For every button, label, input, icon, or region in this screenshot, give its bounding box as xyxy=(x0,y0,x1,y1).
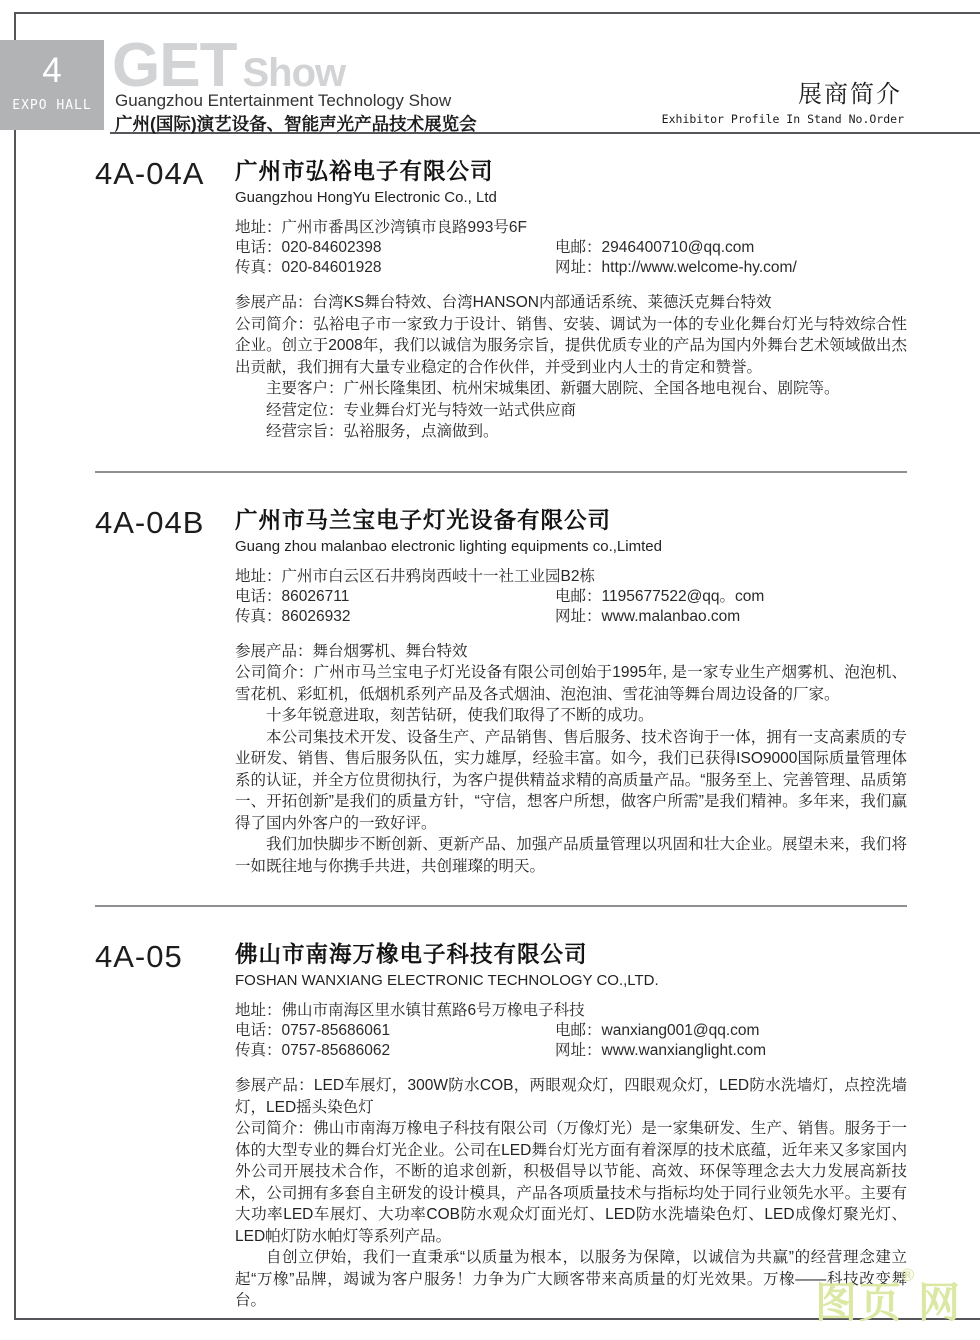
contact-fax: 传真：0757-85686062 xyxy=(235,1042,391,1059)
logo-get-text: GET xyxy=(112,31,237,100)
company-name-en: Guangzhou HongYu Electronic Co., Ltd xyxy=(235,189,497,206)
paragraph-list xyxy=(235,1118,907,1312)
company-paragraph: 经营宗旨：弘裕服务，点滴做到。 xyxy=(266,423,499,440)
contact-address: 佛山市南海区里水镇甘蕉路6号万橡电子科技 xyxy=(281,1002,585,1019)
contact-website: 网址：www.malanbao.com xyxy=(555,607,741,625)
hall-number: 4 xyxy=(42,51,62,90)
company-paragraph: 经营定位：专业舞台灯光与特效一站式供应商 xyxy=(266,401,577,419)
company-paragraph: 十多年锐意进取，刻苦钻研，使我们取得了不断的成功。 xyxy=(266,707,654,724)
section-title: 展商简介 xyxy=(798,81,902,108)
email-label: 电邮： xyxy=(555,1022,602,1039)
products-line: 参展产品：舞台烟雾机、舞台特效 xyxy=(235,642,468,660)
contact-block xyxy=(235,567,907,627)
hall-label: EXPO HALL xyxy=(12,98,92,113)
exhibitor-entry xyxy=(95,471,907,906)
contact-email: 电邮：2946400710@qq.com xyxy=(555,239,755,256)
contact-phone: 电话：0757-85686061 xyxy=(235,1022,391,1039)
contact-fax-row xyxy=(235,258,907,278)
contact-phone-row xyxy=(235,1021,907,1041)
company-paragraph: 主要客户：广州长隆集团、杭州宋城集团、新疆大剧院、全国各地电视台、剧院等。 xyxy=(266,380,840,397)
exhibitor-entry xyxy=(95,905,907,1340)
contact-website: 网址：http://www.welcome-hy.com/ xyxy=(555,259,797,276)
contact-phone: 电话：020-84602398 xyxy=(235,239,382,256)
company-paragraph: 公司简介：弘裕电子市一家致力于设计、销售、安装、调试为一体的专业化舞台灯光与特效综合性企业。创立于2008年，我们以诚信为服务宗旨，提供优质专业的产品为国内外舞台艺术领域做出杰出贡献，我们拥有大量专业稳定的合作伙伴，并受到业内人士的肯定和赞誉。 xyxy=(235,315,907,376)
section-subtitle: Exhibitor Profile In Stand No.Order xyxy=(661,112,904,126)
show-name-cn: 广州(国际)演艺设备、智能声光产品技术展览会 xyxy=(115,114,477,134)
products-line: 参展产品：LED车展灯，300W防水COB，两眼观众灯，四眼观众灯，LED防水洗墙灯，点控洗墙灯，LED摇头染色灯 xyxy=(235,1077,907,1116)
company-paragraph: 自创立伊始，我们一直秉承“以质量为根本，以服务为保障，以诚信为共赢”的经营理念建立起“万橡”品牌，竭诚为客户服务！力争为广大顾客带来高质量的灯光效果。万橡——科技改变舞台。 xyxy=(235,1249,907,1309)
email-label: 电邮： xyxy=(555,587,602,605)
contact-fax: 传真：86026932 xyxy=(235,607,351,625)
exhibitor-body xyxy=(235,503,907,878)
watermark-logo xyxy=(814,1264,962,1326)
fax-label: 传真： xyxy=(235,259,282,276)
exhibitor-entry xyxy=(95,140,907,471)
exhibitor-body xyxy=(235,937,907,1312)
fax-label: 传真： xyxy=(235,1042,282,1059)
contact-address: 广州市番禺区沙湾镇市良路993号6F xyxy=(281,219,527,236)
website-label: 网址： xyxy=(555,1042,602,1059)
address-label: 地址： xyxy=(235,219,282,236)
phone-label: 电话： xyxy=(235,239,282,256)
address-label: 地址： xyxy=(235,1002,282,1019)
company-paragraph: 公司简介：佛山市南海万橡电子科技有限公司（万像灯光）是一家集研发、生产、销售。服务于一体的大型专业的舞台灯光企业。公司在LED舞台灯光方面有着深厚的技术底蕴，近年来又多家国内外公司开展技术合作，不断的追求创新，积极倡导以节能、高效、环保等理念去大力发展高新技术，公司拥有多套自主研发的设计模具，产品各项质量技术与指标均处于同行业领先水平。主要有大功率LED车展灯、大功率COB防水观众灯面光灯、LED防水洗墙染色灯、LED成像灯聚光灯、LED帕灯防水帕灯等系列产品。 xyxy=(235,1120,907,1245)
logo-show-text: Show xyxy=(242,51,346,95)
company-paragraph: 本公司集技术开发、设备生产、产品销售、售后服务、技术咨询于一体，拥有一支高素质的专业研发、销售、售后服务队伍，实力雄厚，经验丰富。如今，我们已获得ISO9000国际质量管理体系的认证，并全方位贯彻执行，为客户提供精益求精的高质量产品。“服务至上、完善管理、品质第一、开拓创新”是我们的质量方针，“守信，想客户所想，做客户所需”是我们精神。多年来，我们赢得了国内外客户的一致好评。 xyxy=(235,728,907,832)
products-line: 参展产品：台湾KS舞台特效、台湾HANSON内部通话系统、莱德沃克舞台特效 xyxy=(235,294,772,311)
exhibitor-body xyxy=(235,154,907,443)
company-name-en: FOSHAN WANXIANG ELECTRONIC TECHNOLOGY CO.,LTD. xyxy=(235,972,659,989)
contact-address-row xyxy=(235,218,907,238)
stand-number: 4A-04A xyxy=(95,156,205,191)
contact-email: 电邮：wanxiang001@qq.com xyxy=(555,1022,760,1039)
company-name-cn: 佛山市南海万橡电子科技有限公司 xyxy=(235,942,588,967)
contact-address-row xyxy=(235,1001,907,1021)
website-label: 网址： xyxy=(555,607,602,625)
watermark-text-right: 网 xyxy=(917,1279,962,1326)
contact-website: 网址：www.wanxianglight.com xyxy=(555,1042,767,1059)
company-paragraph: 公司简介：广州市马兰宝电子灯光设备有限公司创始于1995年, 是一家专业生产烟雾机、泡泡机、雪花机、彩虹机，低烟机系列产品及各式烟油、泡泡油、雪花油等舞台周边设备的厂家。 xyxy=(235,664,907,703)
registered-mark-icon: ® xyxy=(901,1264,917,1285)
company-text-block xyxy=(235,1075,907,1312)
contact-address: 广州市白云区石井鸦岗西岐十一社工业园B2栋 xyxy=(281,567,595,585)
phone-label: 电话： xyxy=(235,587,282,605)
company-name-cn: 广州市马兰宝电子灯光设备有限公司 xyxy=(235,507,612,533)
company-paragraph: 我们加快脚步不断创新、更新产品、加强产品质量管理以巩固和壮大企业。展望未来，我们将一如既往地与你携手共进，共创璀璨的明天。 xyxy=(235,836,907,875)
contact-fax: 传真：020-84601928 xyxy=(235,259,382,276)
company-text-block xyxy=(235,641,907,878)
contact-phone: 电话：86026711 xyxy=(235,587,350,605)
company-name-en: Guang zhou malanbao electronic lighting equipments co.,Limted xyxy=(235,537,662,555)
contact-fax-row xyxy=(235,607,907,627)
contact-email: 电邮：1195677522@qq。com xyxy=(555,587,765,605)
contact-block xyxy=(235,1001,907,1061)
phone-label: 电话： xyxy=(235,1022,282,1039)
contact-fax-row xyxy=(235,1041,907,1061)
show-name-en: Guangzhou Entertainment Technology Show xyxy=(115,91,452,110)
fax-label: 传真： xyxy=(235,607,282,625)
contact-address-row xyxy=(235,567,907,587)
paragraph-list xyxy=(235,314,907,443)
company-text-block xyxy=(235,292,907,443)
hall-badge xyxy=(0,40,104,130)
exhibitor-list xyxy=(95,140,907,1340)
paragraph-list xyxy=(235,662,907,877)
email-label: 电邮： xyxy=(555,239,602,256)
address-label: 地址： xyxy=(235,567,282,585)
contact-phone-row xyxy=(235,587,907,607)
website-label: 网址： xyxy=(555,259,602,276)
company-name-cn: 广州市弘裕电子有限公司 xyxy=(235,159,494,184)
watermark-text-left: 图页 xyxy=(814,1279,903,1326)
stand-number: 4A-05 xyxy=(95,939,183,974)
contact-block xyxy=(235,218,907,278)
contact-phone-row xyxy=(235,238,907,258)
stand-number: 4A-04B xyxy=(95,504,205,540)
